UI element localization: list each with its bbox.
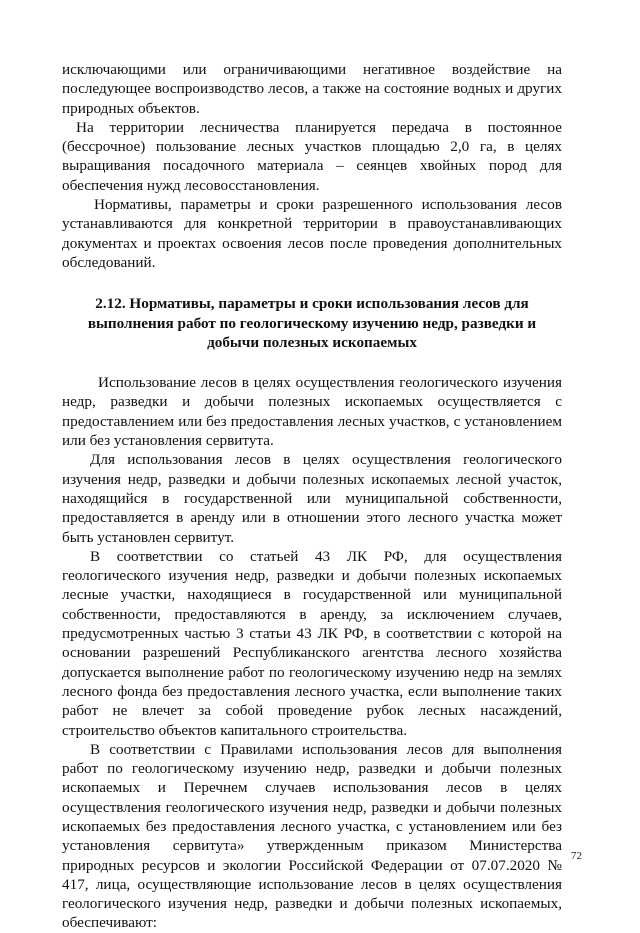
paragraph-5: Для использования лесов в целях осуществления геологического изучения недр, разведки и добычи полезных ископаемых лесной участок, находящийся в государственной или муниципальной собственности, предоставляется в аренду или в отношении этого лесного участка может быть установлен сервитут. (62, 451, 562, 546)
paragraph-3: Нормативы, параметры и сроки разрешенного использования лесов устанавливаются для конкретной территории в правоустанавливающих документах и проектах освоения лесов после проведения дополнительных обследований. (62, 196, 562, 271)
section-heading: 2.12. Нормативы, параметры и сроки использования лесов для выполнения работ по геологическому изучению недр, разведки и добычи полезных ископаемых (87, 295, 537, 351)
paragraph-1: исключающими или ограничивающими негативное воздействие на последующее воспроизводство лесов, а также на состояние водных и других природных объектов. (62, 61, 562, 117)
paragraph-6: В соответствии со статьей 43 ЛК РФ, для осуществления геологического изучения недр, разведки и добычи полезных ископаемых лесные участки, находящиеся в государственной или муниципальной собственности, предоставляются в аренду, за исключением случаев, предусмотренных частью 3 статьи 43 ЛК РФ, в соответствии с которой на основании разрешений Республиканского агентства лесного хозяйства допускается выполнение работ по геологическому изучению недр на землях лесного фонда без предоставления лесного участка, если выполнение таких работ не влечет за собой проведение рубок лесных насаждений, строительство объектов капитального строительства. (62, 547, 562, 739)
paragraph-7: В соответствии с Правилами использования лесов для выполнения работ по геологическому изучению недр, разведки и добычи полезных ископаемых и Перечнем случаев использования лесов в целях осуществления геологического изучения недр, разведки и добычи полезных ископаемых без предоставления лесного участка, с установлением или без установления сервитута» утвержденным приказом Министерства природных ресурсов и экологии Российской Федерации от 07.07.2020 № 417, лица, осуществляющие использование лесов в целях осуществления геологического изучения недр, разведки и добычи полезных ископаемых, обеспечивают: (62, 740, 562, 932)
paragraph-2: На территории лесничества планируется передача в постоянное (бессрочное) пользование лесных участков площадью 2,0 га, в целях выращивания посадочного материала – сеянцев хвойных пород для обеспечения нужд лесовосстановления. (62, 118, 562, 194)
page-number: 72 (571, 850, 582, 862)
paragraph-4: Использование лесов в целях осуществления геологического изучения недр, разведки и добычи полезных ископаемых осуществляется с предоставлением или без предоставления лесных участков, с установлением или без установления сервитута. (62, 374, 562, 450)
document-page (62, 60, 562, 933)
